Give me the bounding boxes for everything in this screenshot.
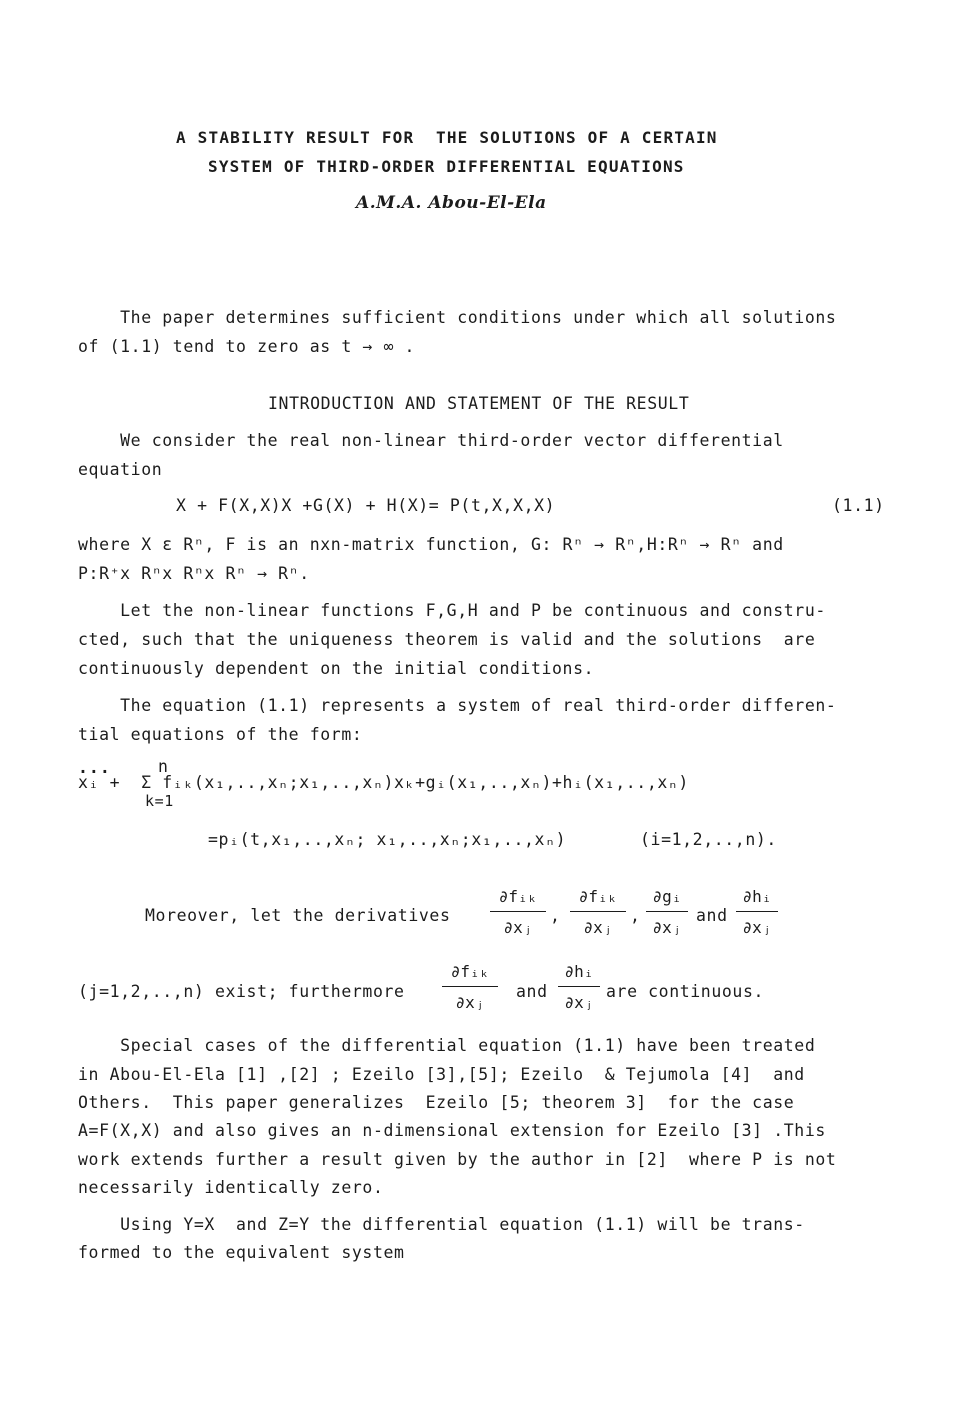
system-equation-row-2: =pᵢ(t,x₁,..,xₙ; x₁,..,xₙ;x₁,..,xₙ) [208,830,567,849]
para2-line-3: continuously dependent on the initial conditions. [78,659,595,678]
para2-line-1: Let the non-linear functions F,G,H and P be continuous and constru- [78,601,826,620]
fraction-denominator: ∂xⱼ [652,918,682,937]
comma-separator: , [630,906,641,925]
para3-line-2: tial equations of the form: [78,725,363,744]
fraction-dhi-dxj-cont [558,961,600,1014]
para5-line-1: Using Y=X and Z=Y the differential equation (1.1) will be trans- [78,1215,805,1234]
sum-upper-limit: n [158,757,169,776]
para3-line-1: The equation (1.1) represents a system of real third-order differen- [78,696,837,715]
and-word: and [696,906,728,925]
fraction-denominator: ∂xⱼ [455,993,485,1012]
equation-1-1: X + F(X,X)X +G(X) + H(X)= P(t,X,X,X) [176,496,556,515]
fraction-numerator: ∂hᵢ [564,962,594,981]
paper-title-line-2: SYSTEM OF THIRD-ORDER DIFFERENTIAL EQUATIONS [208,157,685,176]
fraction-numerator: ∂fᵢₖ [498,887,538,906]
fraction-numerator: ∂fᵢₖ [450,962,490,981]
comma-separator: , [550,906,561,925]
fraction-denominator: ∂xⱼ [564,993,594,1012]
fraction-dfik-dxdotj [570,886,626,939]
paper-title-line-1: A STABILITY RESULT FOR THE SOLUTIONS OF A CERTAIN [176,128,718,147]
section-heading: INTRODUCTION AND STATEMENT OF THE RESULT [268,394,690,413]
derivatives-lead: Moreover, let the derivatives [145,906,451,925]
para4-line-3: Others. This paper generalizes Ezeilo [5; theorem 3] for the case [78,1093,795,1112]
abstract-line-1: The paper determines sufficient conditions under which all solutions [78,308,837,327]
fraction-bar [490,911,546,912]
sum-lower-limit: k=1 [145,792,174,810]
fraction-dfik-dxj [490,886,546,939]
para4-line-4: A=F(X,X) and also gives an n-dimensional extension for Ezeilo [3] .This [78,1121,826,1140]
para4-line-2: in Abou-El-Ela [1] ,[2] ; Ezeilo [3],[5]; Ezeilo & Tejumola [4] and [78,1065,805,1084]
system-equation-row-1: xᵢ + Σ fᵢₖ(x₁,..,xₙ;x₁,..,xₙ)xₖ+gᵢ(x₁,..,xₙ)+hᵢ(x₁,..,xₙ) [78,773,689,792]
fraction-denominator: ∂xⱼ [742,918,772,937]
para4-line-6: necessarily identically zero. [78,1178,384,1197]
system-equation-index-range: (i=1,2,..,n). [640,830,777,849]
where-line-2: P:R⁺x Rⁿx Rⁿx Rⁿ → Rⁿ. [78,564,310,583]
fraction-numerator: ∂hᵢ [742,887,772,906]
abstract-line-2: of (1.1) tend to zero as t → ∞ . [78,337,416,356]
fraction-numerator: ∂fᵢₖ [578,887,618,906]
fraction-bar [442,986,498,987]
para1-line-2: equation [78,460,163,479]
fraction-bar [736,911,778,912]
fraction-dhi-dxj [736,886,778,939]
equation-1-1-label: (1.1) [832,496,885,515]
fraction-bar [570,911,626,912]
fraction-numerator: ∂gᵢ [652,887,682,906]
fraction-dfik-dxj-cont [442,961,498,1014]
para4-line-5: work extends further a result given by the author in [2] where P is not [78,1150,837,1169]
triple-dot-marker: ... [78,758,111,777]
fraction-bar [646,911,688,912]
para4-line-1: Special cases of the differential equation (1.1) have been treated [78,1036,816,1055]
para5-line-2: formed to the equivalent system [78,1243,405,1262]
fraction-denominator: ∂xⱼ [503,918,533,937]
continuity-tail: are continuous. [606,982,765,1001]
continuity-lead: (j=1,2,..,n) exist; furthermore [78,982,405,1001]
where-line-1: where X ε Rⁿ, F is an nxn-matrix function, G: Rⁿ → Rⁿ,H:Rⁿ → Rⁿ and [78,535,784,554]
para2-line-2: cted, such that the uniqueness theorem is valid and the solutions are [78,630,816,649]
fraction-bar [558,986,600,987]
author-name: A.M.A. Abou-El-Ela [356,193,547,213]
and-word: and [516,982,548,1001]
para1-line-1: We consider the real non-linear third-order vector differential [78,431,784,450]
fraction-dgi-dxdotj [646,886,688,939]
fraction-denominator: ∂xⱼ [583,918,613,937]
